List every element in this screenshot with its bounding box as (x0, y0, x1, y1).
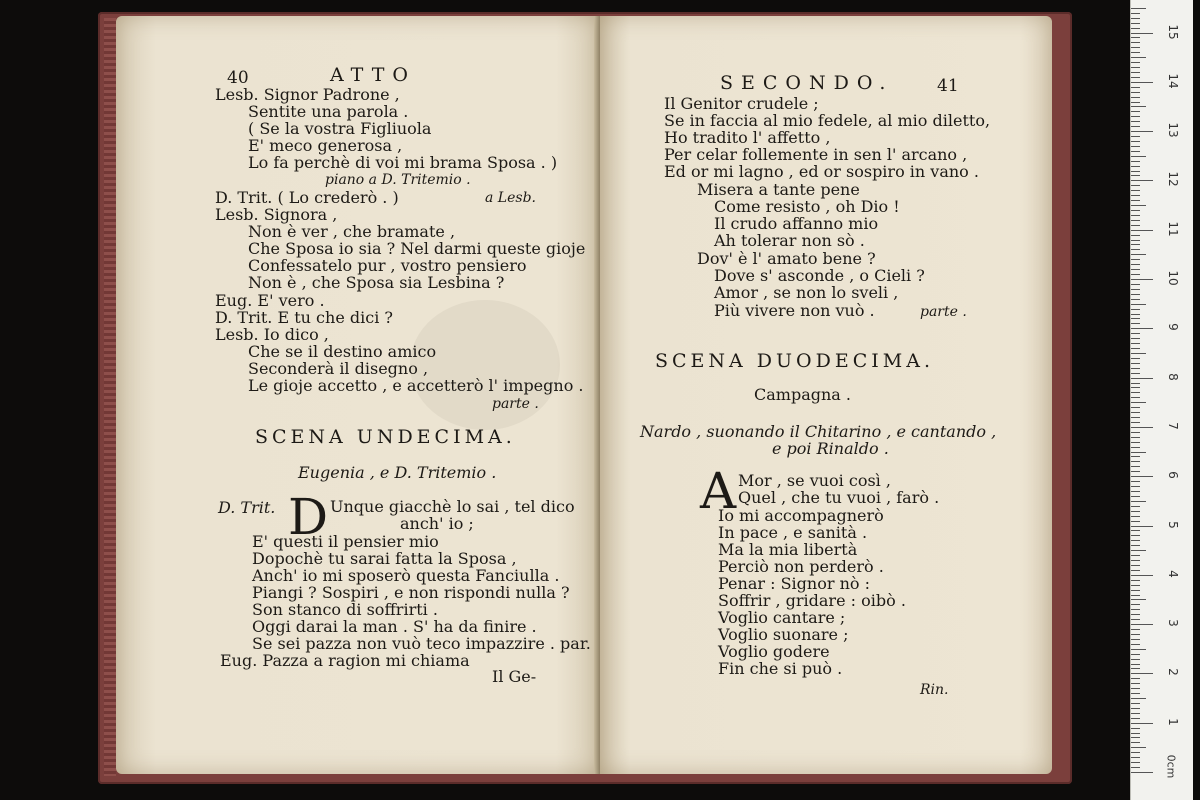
ruler-tick (1131, 737, 1140, 738)
ruler-tick (1131, 683, 1140, 684)
ruler-tick (1131, 102, 1140, 103)
ruler-number: 5 (1166, 520, 1180, 529)
ruler-number: 1 (1166, 717, 1180, 726)
ruler-tick (1131, 599, 1146, 600)
ruler-tick (1131, 156, 1146, 157)
scene-title-undecima: SCENA UNDECIMA. (255, 426, 516, 448)
ruler-tick (1131, 590, 1140, 591)
ruler-tick (1131, 471, 1140, 472)
ruler-tick (1131, 501, 1146, 502)
stage-direction: e poi Rinaldo . (772, 439, 889, 458)
ruler-number: 6 (1166, 471, 1180, 479)
cover-edge (104, 18, 116, 776)
text-line: Misera a tante pene (697, 180, 860, 199)
text-line: Che Sposa io sia ? Nel darmi queste gioje (248, 239, 586, 258)
ruler-number: 4 (1166, 569, 1180, 578)
ruler-tick (1131, 230, 1153, 231)
text-line: Piangi ? Sospiri , e non rispondi nulla ? (252, 583, 570, 602)
ruler-tick (1131, 698, 1146, 699)
ruler-number: 7 (1166, 422, 1180, 430)
stage-direction: a Lesb. (485, 190, 536, 206)
text-line: Se sei pazza non vuò teco impazzire . par. (252, 634, 591, 653)
song-line: Perciò non perderò . (718, 557, 884, 576)
page-number-left: 40 (227, 68, 249, 88)
ruler-tick (1131, 486, 1140, 487)
song-line: Fin che si può . (718, 659, 843, 678)
ruler-tick (1131, 511, 1140, 512)
ruler-tick (1131, 422, 1140, 423)
ruler-tick (1131, 161, 1140, 162)
text-line: Non è , che Sposa sia Lesbina ? (248, 273, 505, 292)
ruler-tick (1131, 649, 1146, 650)
ruler-tick (1131, 545, 1140, 546)
ruler-tick (1131, 461, 1140, 462)
ruler-tick (1131, 314, 1140, 315)
text-line: E' questi il pensier mio (252, 532, 439, 551)
ruler-tick (1131, 481, 1140, 482)
ruler-tick (1131, 580, 1140, 581)
ruler-tick (1131, 673, 1153, 674)
ruler-tick (1131, 521, 1140, 522)
ruler-tick (1131, 42, 1140, 43)
ruler-tick (1131, 121, 1140, 122)
ruler-tick (1131, 190, 1140, 191)
ruler-tick (1131, 560, 1140, 561)
ruler-tick (1131, 762, 1140, 763)
ruler-tick (1131, 397, 1140, 398)
text-line: D. Trit. ( Lo crederò . ) (215, 188, 399, 207)
song-line: Voglio cantare ; (718, 608, 846, 627)
ruler-tick (1131, 387, 1140, 388)
ruler-tick (1131, 506, 1140, 507)
catchword: Rin. (920, 682, 949, 698)
ruler-tick (1131, 318, 1140, 319)
ruler-tick (1131, 757, 1140, 758)
ruler-tick (1131, 249, 1140, 250)
ruler-tick (1131, 77, 1140, 78)
ruler-tick (1131, 639, 1140, 640)
ruler-tick (1131, 259, 1140, 260)
ruler-tick (1131, 447, 1140, 448)
speaker-label: D. Trit. (218, 498, 276, 517)
ruler-tick (1131, 609, 1140, 610)
ruler-unit: 0cm (1164, 754, 1178, 779)
ruler-tick (1131, 146, 1140, 147)
text-line: ( Se la vostra Figliuola (248, 119, 432, 138)
stage-direction: parte . (920, 304, 967, 320)
ruler-tick (1131, 570, 1140, 571)
ruler-tick (1131, 530, 1140, 531)
ruler-tick (1131, 427, 1153, 428)
ruler-tick (1131, 456, 1140, 457)
ruler-tick (1131, 106, 1146, 107)
catchword: Il Ge- (492, 667, 537, 686)
ruler-tick (1131, 378, 1153, 379)
text-line: Lesb. Signora , (215, 205, 338, 224)
text-line: Dove s' asconde , o Cieli ? (714, 266, 925, 285)
ruler-tick (1131, 62, 1140, 63)
ruler-tick (1131, 742, 1140, 743)
text-line: Dopochè tu sarai fatta la Sposa , (252, 549, 517, 568)
ruler-tick (1131, 703, 1140, 704)
ruler-tick (1131, 23, 1140, 24)
text-line: D. Trit. E tu che dici ? (215, 308, 393, 327)
ruler-tick (1131, 284, 1140, 285)
ruler-tick (1131, 47, 1140, 48)
text-line: Che se il destino amico (248, 342, 437, 361)
text-line: Eug. E' vero . (215, 291, 325, 310)
ruler-tick (1131, 629, 1140, 630)
ruler-tick (1131, 604, 1140, 605)
ruler-tick (1131, 619, 1140, 620)
ruler-tick (1131, 210, 1140, 211)
ruler-tick (1131, 171, 1140, 172)
ruler-tick (1131, 412, 1140, 413)
ruler-tick (1131, 141, 1140, 142)
song-line: Mor , se vuoi così , (738, 471, 891, 490)
ruler-tick (1131, 368, 1140, 369)
ruler-tick (1131, 437, 1140, 438)
ruler-tick (1131, 205, 1146, 206)
ruler-tick (1131, 723, 1153, 724)
ruler-tick (1131, 659, 1140, 660)
ruler-tick (1131, 708, 1140, 709)
stage-direction: parte . (492, 396, 539, 412)
ruler-tick (1131, 585, 1140, 586)
text-line: Sentite una parola . (248, 102, 409, 121)
ruler-tick (1131, 92, 1140, 93)
drop-cap: A (700, 462, 737, 520)
ruler-number: 11 (1166, 221, 1180, 237)
ruler-tick (1131, 264, 1140, 265)
ruler-tick (1131, 309, 1140, 310)
ruler-tick (1131, 244, 1140, 245)
ruler-tick (1131, 466, 1140, 467)
ruler-tick (1131, 52, 1140, 53)
ruler-number: 9 (1166, 323, 1180, 332)
song-line: Soffrir , gridare : oibò . (718, 591, 906, 610)
ruler-tick (1131, 535, 1140, 536)
ruler-tick (1131, 550, 1146, 551)
ruler-tick (1131, 565, 1140, 566)
ruler-tick (1131, 220, 1140, 221)
text-line: Lesb. Io dico , (215, 325, 329, 344)
ruler-tick (1131, 18, 1140, 19)
ruler-tick (1131, 195, 1140, 196)
ruler-tick (1131, 72, 1140, 73)
text-line: Son stanco di soffrirti . (252, 600, 438, 619)
ruler-tick (1131, 166, 1140, 167)
text-line: Eug. Pazza a ragion mi chiama (220, 651, 470, 670)
ruler-tick (1131, 432, 1140, 433)
ruler-tick (1131, 634, 1140, 635)
ruler-tick (1131, 289, 1140, 290)
ruler-tick (1131, 654, 1140, 655)
ruler-tick (1131, 452, 1146, 453)
text-line: Confessatelo pur , vostro pensiero (248, 256, 527, 275)
text-line: Se in faccia al mio fedele, al mio diletto, (664, 111, 991, 130)
ruler-number: 8 (1166, 372, 1180, 381)
ruler-tick (1131, 87, 1140, 88)
ruler-tick (1131, 728, 1140, 729)
text-line: anch' io ; (400, 514, 474, 533)
text-line: Le gioje accetto , e accetterò l' impegno . (248, 376, 584, 395)
ruler-tick (1131, 767, 1140, 768)
ruler-tick (1131, 407, 1140, 408)
ruler-tick (1131, 540, 1140, 541)
ruler-number: 13 (1166, 122, 1180, 138)
stage-direction: piano a D. Tritemio . (325, 172, 471, 188)
text-line: Il crudo affanno mio (714, 214, 879, 233)
page-number-right: 41 (937, 76, 959, 96)
ruler-tick (1131, 747, 1146, 748)
ruler-tick (1131, 269, 1140, 270)
song-line: In pace , e sanità . (718, 523, 868, 542)
ruler-tick (1131, 28, 1140, 29)
ruler-tick (1131, 279, 1153, 280)
ruler-tick (1131, 442, 1140, 443)
scene-characters: Eugenia , e D. Tritemio . (298, 463, 497, 482)
song-line: Ma la mia libertà (718, 540, 858, 559)
ruler-tick (1131, 97, 1140, 98)
text-line: Lo fa perchè di voi mi brama Sposa . ) (248, 153, 558, 172)
ruler-tick (1131, 664, 1140, 665)
ruler-tick (1131, 373, 1140, 374)
ruler-tick (1131, 516, 1140, 517)
ruler-tick (1131, 323, 1140, 324)
ruler-tick (1131, 693, 1140, 694)
ruler-tick (1131, 126, 1140, 127)
text-line: E' meco generosa , (248, 136, 403, 155)
song-line: Io mi accompagnerò (718, 506, 884, 525)
ruler-tick (1131, 358, 1140, 359)
stage-direction: Nardo , suonando il Chitarino , e cantando , (640, 422, 997, 441)
text-line: Oggi darai la man . S' ha da finire . (252, 617, 537, 636)
ruler-number: 3 (1166, 619, 1180, 627)
text-line: Più vivere non vuò . (714, 301, 875, 320)
ruler-tick (1131, 338, 1140, 339)
ruler-tick (1131, 624, 1153, 625)
ruler-tick (1131, 644, 1140, 645)
drop-cap: D (288, 488, 329, 546)
song-line: Voglio suonare ; (718, 625, 849, 644)
ruler-tick (1131, 175, 1140, 176)
ruler-tick (1131, 733, 1140, 734)
ruler-tick (1131, 752, 1140, 753)
ruler-tick (1131, 333, 1140, 334)
ruler-tick (1131, 772, 1153, 773)
ruler-tick (1131, 82, 1153, 83)
ruler-tick (1131, 328, 1153, 329)
ruler-tick (1131, 392, 1140, 393)
ruler-tick (1131, 668, 1140, 669)
ruler-tick (1131, 67, 1140, 68)
ruler-tick (1131, 575, 1153, 576)
text-line: Dov' è l' amato bene ? (697, 249, 876, 268)
text-line: Per celar follemente in sen l' arcano , (664, 145, 968, 164)
ruler-tick (1131, 713, 1140, 714)
ruler-tick (1131, 33, 1153, 34)
text-line: Amor , se non lo sveli , (714, 283, 899, 302)
text-line: Ho tradito l' affetto , (664, 128, 831, 147)
ruler-tick (1131, 614, 1140, 615)
ruler-number: 12 (1166, 171, 1180, 188)
ruler-tick (1131, 299, 1140, 300)
ruler-tick (1131, 254, 1146, 255)
ruler-tick (1131, 240, 1140, 241)
ruler-tick (1131, 274, 1140, 275)
ruler-tick (1131, 688, 1140, 689)
ruler-number: 14 (1166, 73, 1180, 89)
text-line: Ah tolerar non sò . (714, 231, 865, 250)
ruler-number: 15 (1166, 23, 1180, 40)
ruler-tick (1131, 417, 1140, 418)
ruler-tick (1131, 294, 1140, 295)
ruler-tick (1131, 526, 1153, 527)
ruler-tick (1131, 363, 1140, 364)
ruler-tick (1131, 235, 1140, 236)
scene-setting: Campagna . (754, 385, 851, 404)
ruler-tick (1131, 595, 1140, 596)
measurement-ruler (1130, 0, 1193, 800)
ruler-tick (1131, 225, 1140, 226)
text-line: Il Genitor crudele ; (664, 94, 819, 113)
ruler-tick (1131, 200, 1140, 201)
ruler-tick (1131, 57, 1146, 58)
ruler-tick (1131, 131, 1153, 132)
ruler-tick (1131, 402, 1146, 403)
text-line: Seconderà il disegno , (248, 359, 429, 378)
ruler-tick (1131, 718, 1140, 719)
running-head-left: ATTO (330, 64, 416, 86)
ruler-tick (1131, 383, 1140, 384)
ruler-tick (1131, 304, 1146, 305)
ruler-tick (1131, 215, 1140, 216)
scene-title-duodecima: SCENA DUODECIMA. (655, 350, 934, 372)
ruler-number: 2 (1166, 668, 1180, 677)
ruler-tick (1131, 491, 1140, 492)
ruler-number: 10 (1166, 270, 1180, 286)
ruler-tick (1131, 8, 1146, 9)
ruler-tick (1131, 151, 1140, 152)
song-line: Voglio godere (718, 642, 830, 661)
ruler-tick (1131, 496, 1140, 497)
text-line: Come resisto , oh Dio ! (714, 197, 900, 216)
ruler-tick (1131, 678, 1140, 679)
ruler-tick (1131, 37, 1140, 38)
running-head-right: SECONDO. (720, 72, 894, 94)
ruler-tick (1131, 185, 1140, 186)
ruler-tick (1131, 555, 1140, 556)
ruler-tick (1131, 476, 1153, 477)
text-line: Unque giacchè lo sai , tel dico (330, 497, 575, 516)
ruler-tick (1131, 111, 1140, 112)
ruler-tick (1131, 348, 1140, 349)
text-line: Non è ver , che bramate , (248, 222, 456, 241)
text-line: Lesb. Signor Padrone , (215, 85, 400, 104)
ruler-tick (1131, 353, 1146, 354)
song-line: Penar : Signor nò : (718, 574, 870, 593)
ruler-tick (1131, 13, 1140, 14)
song-line: Quel , che tu vuoi , farò . (738, 488, 940, 507)
ruler-tick (1131, 343, 1140, 344)
text-line: Ed or mi lagno , ed or sospiro in vano . (664, 162, 979, 181)
ruler-tick (1131, 116, 1140, 117)
text-line: Anch' io mi sposerò questa Fanciulla . (252, 566, 560, 585)
ruler-tick (1131, 180, 1153, 181)
ruler-tick (1131, 136, 1140, 137)
